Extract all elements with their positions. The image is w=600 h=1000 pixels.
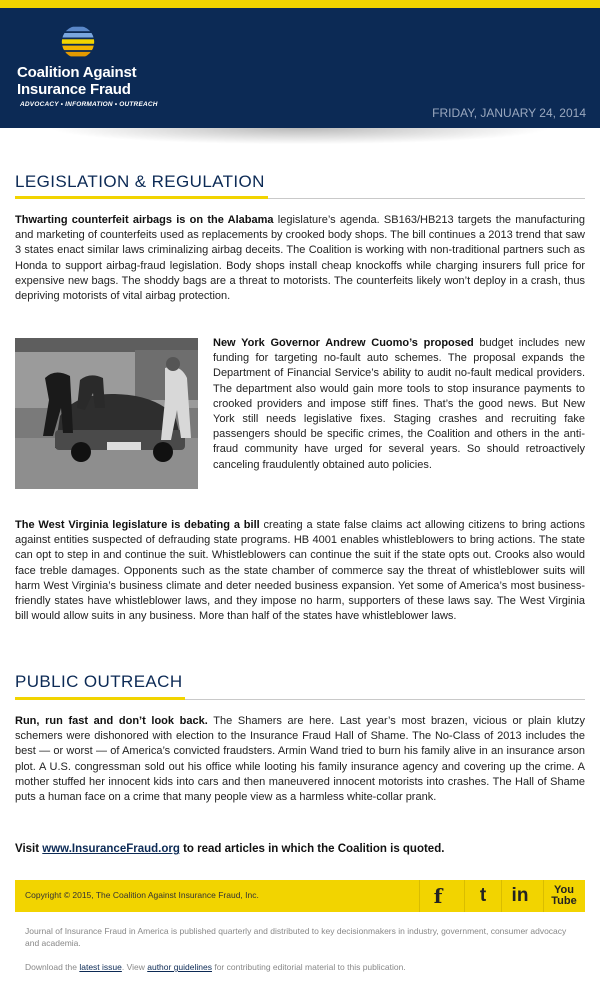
download-line bbox=[25, 961, 406, 973]
article-new-york bbox=[213, 336, 585, 473]
section-accent-bar bbox=[15, 196, 268, 199]
globe-icon bbox=[60, 24, 96, 60]
article-hall-of-shame bbox=[15, 714, 585, 805]
website-link[interactable]: www.InsuranceFraud.org bbox=[42, 843, 180, 855]
article-airbags bbox=[15, 213, 585, 304]
logo-line-2: Insurance Fraud bbox=[17, 81, 131, 98]
header-shadow bbox=[0, 128, 600, 162]
article-lead: Run, run fast and don’t look back. bbox=[15, 715, 208, 727]
article-body: budget includes new funding for targeting no-fault auto schemes. The proposal expands the Department of Financial Service’s ability to audit no-fault medical providers. The department also would gain more tools to stop insurance payments to crooked providers and impose stiff fines. That’s the good news. But New York still needs legislative fixes. Staging crashes and recruiting fake passengers should be specific crimes, the Coalition and others in the anti-fraud community have urged for several years. So should retroactively canceling fraudulently obtained auto policies. bbox=[213, 337, 585, 471]
footer-bar bbox=[15, 880, 585, 912]
visit-prefix: Visit bbox=[15, 843, 43, 855]
section-title-legislation: LEGISLATION & REGULATION bbox=[15, 172, 265, 191]
article-body: The Shamers are here. Last year’s most brazen, vicious or plain klutzy schemers were dishonored with election to the Insurance Fraud Hall of Shame. The No-Class of 2013 includes the best — or worst — of America’s convicted fraudsters. Armin Wand tried to burn his family alive in an insurance arson plot. A U.S. congressman sold out his office while looting his family insurance agency and covering up the crime. A mother stuffed her innocent kids into cars and then maneuvered innocent motorists into crashes. The Hall of Shame puts a human face on a crime that many people view as a harmless white-collar prank. bbox=[15, 715, 585, 804]
copyright: Copyright © 2015, The Coalition Against Insurance Fraud, Inc. bbox=[25, 890, 259, 900]
visit-line bbox=[15, 843, 444, 855]
header bbox=[0, 8, 600, 128]
section-accent-bar bbox=[15, 697, 185, 700]
journal-note: Journal of Insurance Fraud in America is published quarterly and distributed to key decisionmakers in industry, government, consumer advocacy and academia. bbox=[25, 926, 567, 948]
download-mid: . View bbox=[121, 962, 148, 972]
article-body: legislature’s agenda. SB163/HB213 targets the manufacturing and marketing of counterfeits used as replacements by crooked body shops. The bill continues a 2013 trend that saw 3 states enact similar laws criminalizing airbag deceits. The Coalition is working with non-traditional partners such as Honda to support airbag-fraud legislation. Body shops install cheap knockoffs while charging insurers full price for expensive new bags. The shoddy bags are a threat to motorists. The counterfeits likely won’t deploy in a crash, thus depriving motorists of vital airbag protection. bbox=[15, 214, 585, 303]
logo-wordmark[interactable] bbox=[17, 64, 136, 98]
top-accent-bar bbox=[0, 0, 600, 8]
visit-suffix: to read articles in which the Coalition is quoted. bbox=[179, 843, 445, 855]
section-title-outreach: PUBLIC OUTREACH bbox=[15, 672, 183, 691]
issue-date: FRIDAY, JANUARY 24, 2014 bbox=[432, 106, 586, 120]
article-lead: Thwarting counterfeit airbags is on the Alabama bbox=[15, 214, 274, 226]
youtube-line-1: You bbox=[554, 884, 574, 896]
facebook-icon[interactable]: f bbox=[419, 880, 456, 912]
article-west-virginia bbox=[15, 518, 585, 624]
article-lead: New York Governor Andrew Cuomo’s proposed bbox=[213, 337, 474, 349]
youtube-icon[interactable] bbox=[543, 880, 584, 912]
article-lead: The West Virginia legislature is debating a bill bbox=[15, 519, 260, 531]
logo-line-1: Coalition Against bbox=[17, 64, 137, 81]
author-guidelines-link[interactable]: author guidelines bbox=[147, 962, 212, 972]
logo-tagline: ADVOCACY • INFORMATION • OUTREACH bbox=[20, 101, 158, 108]
latest-issue-link[interactable]: latest issue bbox=[79, 962, 122, 972]
car-inspection-photo bbox=[15, 338, 198, 489]
twitter-icon[interactable]: t bbox=[464, 880, 501, 912]
youtube-line-2: Tube bbox=[551, 895, 577, 907]
download-prefix: Download the bbox=[25, 962, 80, 972]
linkedin-icon[interactable]: in bbox=[501, 880, 538, 912]
download-suffix: for contributing editorial material to this publication. bbox=[211, 962, 406, 972]
article-body: creating a state false claims act allowing citizens to bring actions against entities suspected of defrauding state programs. HB 4001 enables whistleblowers to bring actions. The state can opt to step in and continue the suit. Whistleblowers can continue the suit if the state opts out. Crooks also would face treble damages. Opponents such as the state chamber of commerce say the threat of whistleblower suits will harm West Virginia’s business climate and deter needed business expansion. Yet some of America’s most business-friendly states have whistleblower laws, and they impose no harm, supporters of these laws say. The West Virginia bill would allow suits in any business. More than half of the states have whistleblower laws. bbox=[15, 519, 585, 623]
